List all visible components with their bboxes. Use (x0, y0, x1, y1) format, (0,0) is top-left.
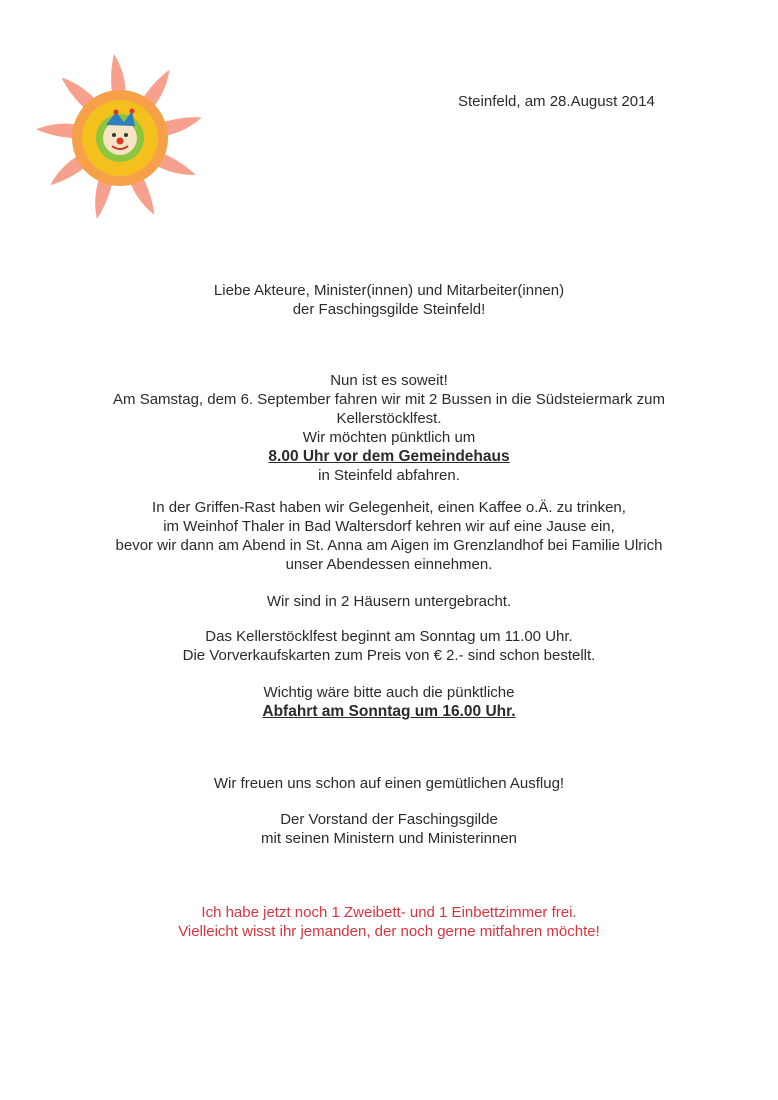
itinerary-line: unser Abendessen einnehmen. (285, 556, 493, 573)
announcement-line: Wir möchten pünktlich um (302, 429, 476, 446)
postscript (0, 903, 778, 941)
accommodation (0, 592, 778, 611)
festival-line: Die Vorverkaufskarten zum Preis von € 2.- sind schon bestellt. (182, 647, 596, 664)
signature-line: mit seinen Ministern und Ministerinnen (261, 830, 517, 847)
festival-line: Das Kellerstöcklfest beginnt am Sonntag um 11.00 Uhr. (205, 628, 573, 645)
postscript-line: Vielleicht wisst ihr jemanden, der noch gerne mitfahren möchte! (178, 923, 600, 940)
return-note: Wichtig wäre bitte auch die pünktliche (263, 684, 515, 701)
greeting-line: der Faschingsgilde Steinfeld! (292, 301, 486, 318)
faschingsgilde-logo (28, 52, 214, 222)
greeting-line: Liebe Akteure, Minister(innen) und Mitarbeiter(innen) (213, 282, 565, 299)
announcement-line: Kellerstöcklfest. (336, 410, 442, 427)
postscript-line: Ich habe jetzt noch 1 Zweibett- und 1 Einbettzimmer frei. (201, 904, 577, 921)
itinerary-line: bevor wir dann am Abend in St. Anna am Aigen im Grenzlandhof bei Familie Ulrich (115, 537, 663, 554)
itinerary (0, 498, 778, 574)
festival-info (0, 627, 778, 665)
closing-line: Wir freuen uns schon auf einen gemütlichen Ausflug! (213, 775, 565, 792)
return-time: Abfahrt am Sonntag um 16.00 Uhr. (262, 703, 516, 720)
itinerary-line: In der Griffen-Rast haben wir Gelegenheit, einen Kaffee o.Ä. zu trinken, (152, 499, 626, 516)
closing (0, 774, 778, 793)
greeting (0, 281, 778, 319)
announcement-line: Am Samstag, dem 6. September fahren wir mit 2 Bussen in die Südsteiermark zum (113, 391, 665, 408)
accommodation-line: Wir sind in 2 Häusern untergebracht. (266, 593, 512, 610)
itinerary-line: im Weinhof Thaler in Bad Waltersdorf kehren wir auf eine Jause ein, (163, 518, 615, 535)
signature (0, 810, 778, 848)
departure-place: in Steinfeld abfahren. (318, 467, 460, 484)
departure-time: 8.00 Uhr vor dem Gemeindehaus (268, 448, 510, 465)
signature-line: Der Vorstand der Faschingsgilde (280, 811, 498, 828)
announcement (0, 371, 778, 485)
date-line: Steinfeld, am 28.August 2014 (458, 93, 655, 110)
announcement-line: Nun ist es soweit! (330, 372, 448, 389)
return-info (0, 683, 778, 721)
